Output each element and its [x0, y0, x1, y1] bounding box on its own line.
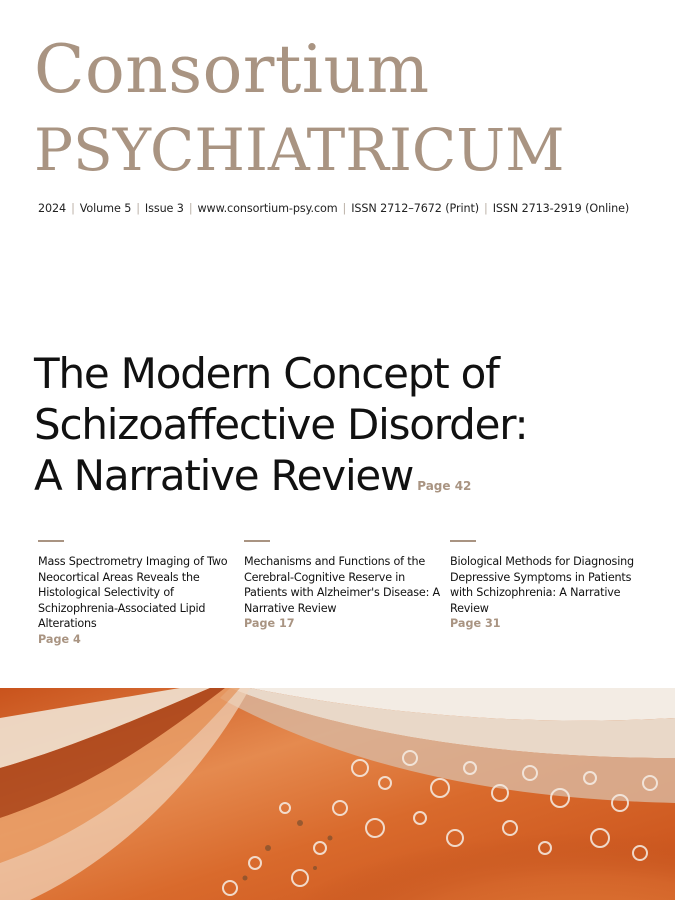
feature-title-line-3: A Narrative Review: [34, 451, 414, 500]
issn-print: ISSN 2712–7672 (Print): [351, 202, 480, 215]
issue-volume: Volume 5: [79, 202, 132, 215]
masthead-line-psychiatricum: PSYCHIATRICUM: [34, 116, 565, 184]
article-page-ref: Page 17: [244, 617, 295, 630]
issue-year: 2024: [38, 202, 67, 215]
accent-rule: [244, 540, 270, 542]
article-title: Mass Spectrometry Imaging of Two Neocortical Areas Reveals the Histological Selectivity of Schizophrenia-Associated Lipid Alterations: [38, 555, 228, 630]
masthead-line-consortium: Consortium: [34, 31, 430, 108]
feature-headline: [34, 348, 654, 512]
issue-info-bar: [38, 202, 629, 215]
issn-online: ISSN 2713-2919 (Online): [492, 202, 630, 215]
separator: |: [188, 202, 193, 215]
article-page-ref: Page 31: [450, 617, 501, 630]
feature-page-ref: Page 42: [417, 479, 472, 493]
article-title: Biological Methods for Diagnosing Depressive Symptoms in Patients with Schizophrenia: A Narrative Review: [450, 555, 634, 615]
article-page-ref: Page 4: [38, 632, 81, 646]
issue-number: Issue 3: [144, 202, 184, 215]
article-teaser-3: [450, 540, 650, 632]
accent-rule: [38, 540, 64, 542]
feature-title-line-3-wrap: [34, 450, 654, 512]
separator: |: [71, 202, 75, 215]
article-title: Mechanisms and Functions of the Cerebral-Cognitive Reserve in Patients with Alzheimer's Disease: A Narrative Review: [244, 555, 440, 615]
article-teaser-1: [38, 540, 238, 647]
separator: |: [136, 202, 140, 215]
separator: |: [342, 202, 347, 215]
feature-title-line-1: The Modern Concept of: [34, 349, 499, 398]
separator: |: [484, 202, 488, 215]
feature-title-line-2: Schizoaffective Disorder:: [34, 400, 528, 449]
website-link[interactable]: www.consortium-psy.com: [197, 202, 338, 215]
accent-rule: [450, 540, 476, 542]
cover-abstract-art-image: [0, 688, 675, 900]
article-teaser-2: [244, 540, 444, 632]
